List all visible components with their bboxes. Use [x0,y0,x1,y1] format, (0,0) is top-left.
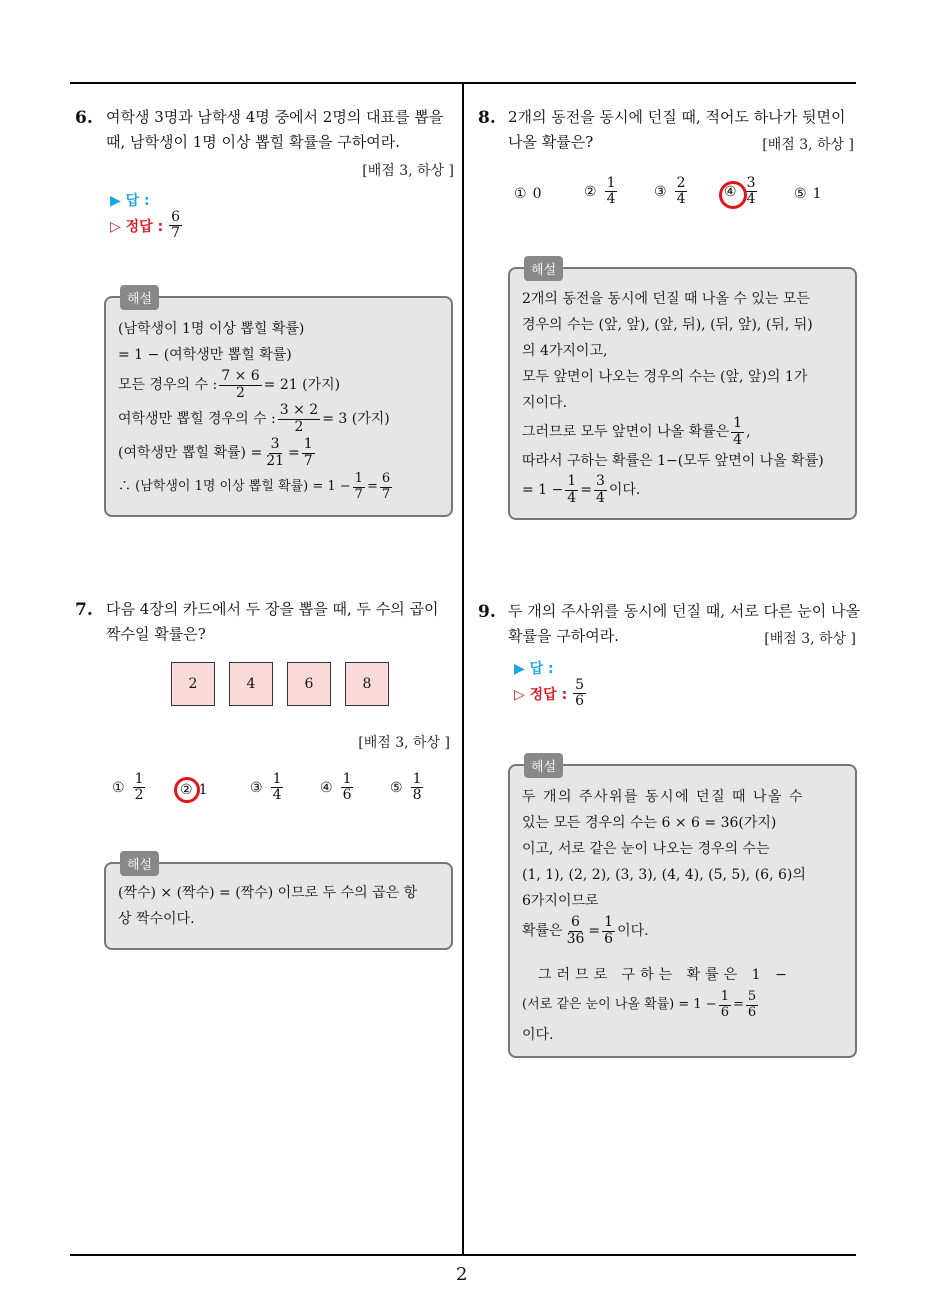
fraction: $\frac{5}{6}$ [575,677,585,710]
bottom-rule [70,1254,856,1256]
explanation-tab: 해설 [120,851,159,876]
fraction: $\frac{1}{8}$ [412,771,422,804]
fraction: $\frac{5}{6}$ [747,989,757,1020]
fraction: $\frac{3}{21}$ [266,436,285,469]
question-text: 여학생 3명과 남학생 4명 중에서 2명의 대표를 뽑을 때, 남학생이 1명 이상 뽑힐 확률을 구하여라. [106,108,444,151]
choice-3[interactable]: ③ $\frac{1}{4}$ [250,771,282,804]
correct-answer: ▷ 정답 : $\frac{6}{7}$ [110,209,181,242]
question-number: 7. [75,600,93,620]
score-meta: [배점 3, 하상 ] [762,137,854,153]
explanation-text: 두 개의 주사위를 동시에 던질 때 나올 수 있는 모든 경우의 수는 6 × 6 = 36(가지) 이고, 서로 같은 눈이 나오는 경우의 수는 (1, 1), (2, 2), (3, 3), (4, 4), (5, 5), (6, 6)의 6가지이므로 확률은 $\frac{6}{36}$ = $\frac{1}{6}$ 이다. 그러므로 구하는 확률은 1 − (서로 같은 눈이 나올 확률) = 1 − $\frac{1}{6}$ = $\frac{5}{6}$ 이다. [522,789,806,1043]
question-number: 6. [75,108,93,128]
column-divider [462,83,464,1255]
choice-5[interactable]: ⑤ $\frac{1}{8}$ [390,771,422,804]
card: 6 [287,662,331,706]
fraction: $\frac{6}{36}$ [566,914,585,947]
fraction: $\frac{6}{7}$ [171,209,181,242]
explanation-tab: 해설 [524,256,563,281]
answer-check-mark [719,181,747,209]
card: 4 [229,662,273,706]
score-meta: [배점 3, 하상 ] [764,631,856,647]
correct-answer: ▷ 정답 : $\frac{5}{6}$ [514,677,585,710]
fraction: $\frac{7 \times 6}{2}$ [221,368,260,401]
fraction: $\frac{1}{2}$ [134,771,144,804]
choice-2[interactable]: ② $\frac{1}{4}$ [584,175,616,208]
question-text: 2개의 동전을 동시에 던질 때, 적어도 하나가 뒷면이 나올 확률은? [508,108,846,151]
fraction: $\frac{6}{7}$ [381,471,391,502]
card: 8 [345,662,389,706]
fraction: $\frac{1}{4}$ [733,415,743,448]
answer-check-mark [174,777,200,803]
choice-3[interactable]: ③ $\frac{2}{4}$ [654,175,686,208]
fraction: $\frac{1}{7}$ [303,436,313,469]
explanation-tab: 해설 [524,753,563,778]
question-text: 다음 4장의 카드에서 두 장을 뽑을 때, 두 수의 곱이 짝수일 확률은? [106,600,439,643]
explanation-text: (남학생이 1명 이상 뽑힐 확률) = 1 − (여학생만 뽑힐 확률) 모든 경우의 수 : $\frac{7 \times 6}{2}$ = 21 (가지) 여학생만 뽑힐 경우의 수 : $\frac{3 \times 2}{2}$ = 3 (가지) (여학생만 뽑힐 확률) = $\frac{3}{21}$ = $\frac{1}{7}$ ∴ (남학생이 1명 이상 뽑힐 확률) = 1 − $\frac{1}{7}$ = $\frac{6}{7}$ [118,321,391,502]
page-number: 2 [456,1264,468,1285]
question-number: 9. [478,602,496,622]
explanation-text: 2개의 동전을 동시에 던질 때 나올 수 있는 모든 경우의 수는 (앞, 앞), (앞, 뒤), (뒤, 앞), (뒤, 뒤) 의 4가지이고, 모두 앞면이 나오는 경우의 수는 (앞, 앞)의 1가 지이다. 그러므로 모두 앞면이 나올 확률은 $\frac{1}{4}$ , 따라서 구하는 확률은 1−(모두 앞면이 나올 확률) = 1 − $\frac{1}{4}$ = $\frac{3}{4}$ 이다. [522,291,824,506]
fraction: $\frac{1}{6}$ [720,989,729,1020]
answer-field[interactable]: ▶ 답 : [514,661,554,677]
score-meta: [배점 3, 하상 ] [358,735,450,751]
card: 2 [171,662,215,706]
choice-2[interactable]: ② 1 [180,782,208,798]
answer-field[interactable]: ▶ 답 : [110,193,150,209]
fraction: $\frac{1}{4}$ [272,771,282,804]
fraction: $\frac{1}{4}$ [606,175,616,208]
fraction: $\frac{3 \times 2}{2}$ [279,402,319,435]
question-number: 8. [478,108,496,128]
choice-5[interactable]: ⑤ 1 [794,186,822,202]
fraction: $\frac{3}{4}$ [595,473,605,506]
choice-4[interactable]: ④ $\frac{3}{4}$ [724,175,756,208]
explanation-tab: 해설 [120,285,159,310]
fraction: $\frac{1}{4}$ [567,473,577,506]
choice-1[interactable]: ① 0 [514,186,542,202]
fraction: $\frac{2}{4}$ [676,175,686,208]
choice-4[interactable]: ④ $\frac{1}{6}$ [320,771,352,804]
choice-1[interactable]: ① $\frac{1}{2}$ [112,771,144,804]
explanation-text: (짝수) × (짝수) = (짝수) 이므로 두 수의 곱은 항 상 짝수이다. [118,885,418,927]
fraction: $\frac{1}{6}$ [604,914,614,947]
fraction: $\frac{1}{7}$ [354,471,363,502]
fraction: $\frac{1}{6}$ [342,771,352,804]
question-text: 두 개의 주사위를 동시에 던질 때, 서로 다른 눈이 나올 확률을 구하여라. [508,602,860,645]
fraction: $\frac{3}{4}$ [746,175,756,208]
score-meta: [배점 3, 하상 ] [362,163,454,179]
